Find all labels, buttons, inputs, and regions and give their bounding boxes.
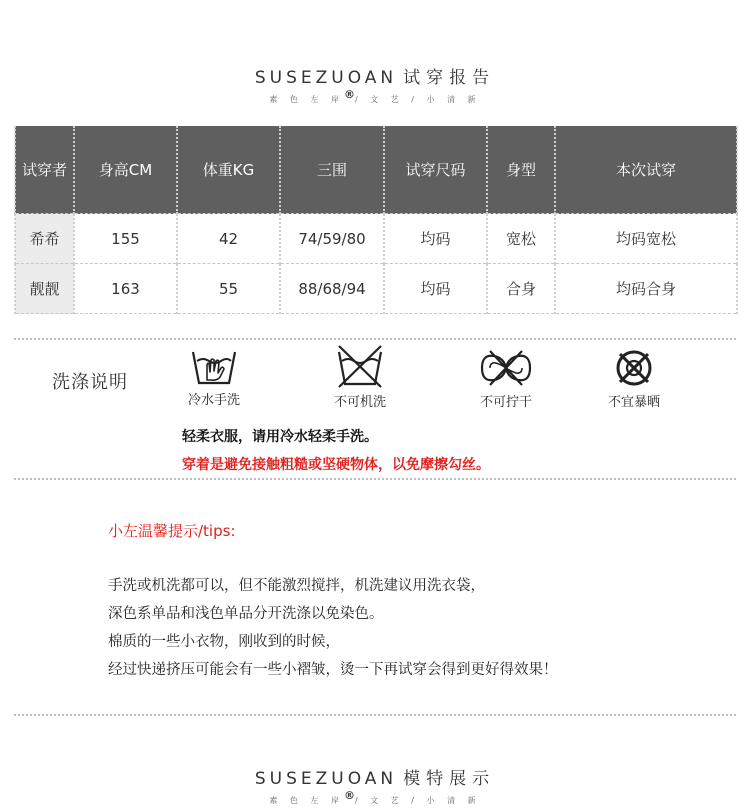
table-cell: 74/59/80: [280, 214, 384, 264]
no-machine-wash-icon: [334, 344, 386, 388]
divider: [14, 714, 736, 716]
care-label: 不可机洗: [333, 395, 386, 410]
brand-name: SUSEZUOAN: [254, 68, 398, 88]
table-cell: 均码宽松: [555, 214, 737, 264]
header-cell: 三围: [280, 126, 384, 214]
header-cell: 本次试穿: [555, 126, 737, 214]
table-cell: 155: [74, 214, 177, 264]
section-title: 试穿报告: [403, 68, 496, 88]
table-cell: 靓靓: [15, 264, 74, 314]
registered-mark: ®: [343, 88, 355, 101]
tips-line: 经过快递挤压可能会有一些小褶皱，烫一下再试穿会得到更好得效果！: [108, 662, 558, 678]
care-item-no-machine-wash: [322, 344, 398, 410]
care-label: 不宜暴晒: [607, 395, 660, 410]
header-cell: 体重KG: [177, 126, 280, 214]
hand-wash-icon: [190, 346, 238, 386]
header-cell: 试穿者: [15, 126, 74, 214]
divider: [14, 338, 736, 340]
registered-mark: ®: [343, 789, 355, 802]
divider: [14, 478, 736, 480]
care-item-no-sun-dry: [596, 348, 672, 410]
brand-tagline-top: [0, 88, 750, 105]
fit-report-table: [14, 126, 738, 314]
table-cell: 88/68/94: [280, 264, 384, 314]
header-cell: 身型: [487, 126, 555, 214]
table-cell: 55: [177, 264, 280, 314]
header-cell: 身高CM: [74, 126, 177, 214]
table-cell: 42: [177, 214, 280, 264]
care-item-hand-wash: [176, 346, 252, 408]
wash-note: 轻柔衣服，请用冷水轻柔手洗。: [182, 429, 378, 445]
tips-line: 手洗或机洗都可以，但不能激烈搅拌，机洗建议用洗衣袋，: [108, 578, 485, 594]
care-label: 不可拧干: [479, 395, 532, 410]
table-cell: 希希: [15, 214, 74, 264]
header-cell: 试穿尺码: [384, 126, 487, 214]
wash-warning: 穿着是避免接触粗糙或坚硬物体，以免摩擦勾丝。: [182, 457, 490, 473]
table-cell: 163: [74, 264, 177, 314]
table-header-row: [15, 126, 737, 214]
table-row: [15, 264, 737, 314]
no-wring-icon: [476, 348, 536, 388]
care-item-no-wring: [468, 348, 544, 410]
no-sun-dry-icon: [612, 348, 656, 388]
tagline-left: 素 色 左 岸: [269, 95, 344, 104]
table-cell: 均码: [384, 264, 487, 314]
tagline-right: / 文 艺 / 小 清 新: [354, 95, 481, 104]
table-row: [15, 214, 737, 264]
brand-header-bottom: [0, 764, 750, 789]
tagline-left: 素 色 左 岸: [269, 796, 344, 805]
tips-line: 棉质的一些小衣物，刚收到的时候，: [108, 634, 340, 650]
wash-instructions-title: 洗涤说明: [52, 372, 128, 393]
brand-name: SUSEZUOAN: [254, 769, 398, 789]
tagline-right: / 文 艺 / 小 清 新: [354, 796, 481, 805]
brand-tagline-bottom: [0, 789, 750, 806]
table-cell: 宽松: [487, 214, 555, 264]
table-cell: 均码合身: [555, 264, 737, 314]
table-cell: 合身: [487, 264, 555, 314]
brand-header-top: [0, 63, 750, 88]
tips-heading: 小左温馨提示/tips:: [108, 522, 236, 540]
section-title: 模特展示: [403, 769, 496, 789]
care-label: 冷水手洗: [187, 393, 240, 408]
table-cell: 均码: [384, 214, 487, 264]
tips-line: 深色系单品和浅色单品分开洗涤以免染色。: [108, 606, 384, 622]
